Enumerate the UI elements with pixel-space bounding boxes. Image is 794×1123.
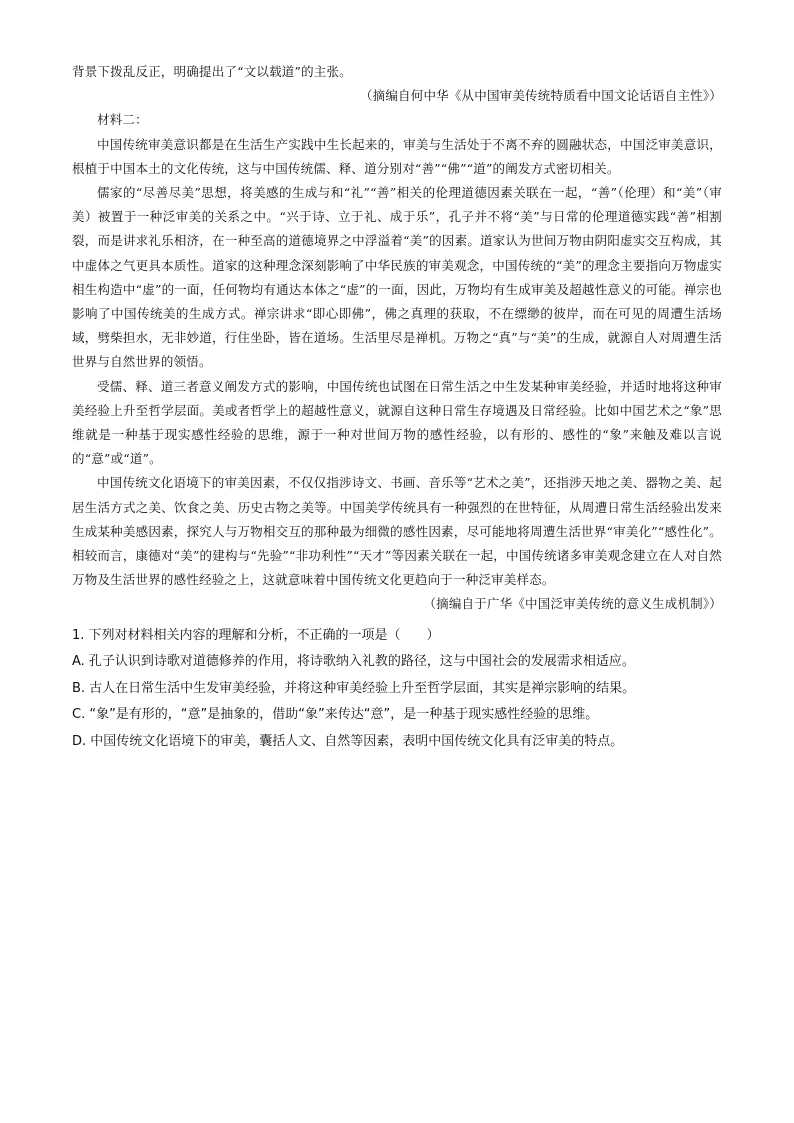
material2-paragraph-3: 受儒、释、道三者意义阐发方式的影响，中国传统也试图在日常生活之中生发某种审美经验，并适时地将这种审美经验上升至哲学层面。美或者哲学上的超越性意义，就源自这种日常生存境遇及日常经验。比如中国艺术之“象”思维就是一种基于现实感性经验的思维，源于一种对世间万物的感性经验，以有形的、感性的“象”来触及难以言说的“意”或“道”。 <box>72 378 722 467</box>
material2-paragraph-1: 中国传统审美意识都是在生活生产实践中生长起来的，审美与生活处于不离不弃的圆融状态，中国泛审美意识，根植于中国本土的文化传统，这与中国传统儒、释、道分别对“善”“佛”“道”的阐发方式密切相关。 <box>72 136 722 176</box>
option-b[interactable]: B. 古人在日常生活中生发审美经验，并将这种审美经验上升至哲学层面，其实是禅宗影响的结果。 <box>72 680 636 696</box>
material1-source: （摘编自何中华《从中国审美传统特质看中国文论话语自主性》） <box>359 88 722 104</box>
material2-paragraph-4: 中国传统文化语境下的审美因素，不仅仅指涉诗文、书画、音乐等“艺术之美”，还指涉天地之美、器物之美、起居生活方式之美、饮食之美、历史古物之美等。中国美学传统具有一种强烈的在世特征，从周遭日常生活经验出发来生成某种美感因素，探究人与万物相交互的那种最为细微的感性因素，尽可能地将周遭生活世界“审美化”“感性化”。相较而言，康德对“美”的建构与“先验”“非功利性”“天才”等因素关联在一起，中国传统诸多审美观念建立在人对自然万物及生活世界的感性经验之上，这就意味着中国传统文化更趋向于一种泛审美样态。 <box>72 475 722 588</box>
question-stem: 1. 下列对材料相关内容的理解和分析，不正确的一项是（ ） <box>72 627 440 643</box>
material1-tail: 背景下拨乱反正，明确提出了“文以载道”的主张。 <box>72 64 352 79</box>
question-1 <box>72 623 722 756</box>
option-a[interactable]: A. 孔子认识到诗歌对道德修养的作用，将诗歌纳入礼教的路径，这与中国社会的发展需求相适应。 <box>72 654 635 670</box>
material2-source: （摘编自于广华《中国泛审美传统的意义生成机制》） <box>423 596 722 612</box>
option-d[interactable]: D. 中国传统文化语境下的审美，囊括人文、自然等因素，表明中国传统文化具有泛审美的特点。 <box>72 734 624 750</box>
option-c[interactable]: C. “象”是有形的，“意”是抽象的，借助“象”来传达“意”，是一种基于现实感性经验的思维。 <box>72 707 599 723</box>
material2-label: 材料二： <box>97 112 148 128</box>
material2-paragraph-2: 儒家的“尽善尽美”思想，将美感的生成与和“礼”“善”相关的伦理道德因素关联在一起，“善”（伦理）和“美”（审美）被置于一种泛审美的关系之中。“兴于诗、立于礼、成于乐”，孔子并不将“美”与日常的伦理道德实践“善”相割裂，而是讲求礼乐相济，在一种至高的道德境界之中浮溢着“美”的因素。道家认为世间万物由阴阳虚实交互构成，其中虚体之气更具本质性。道家的这种理念深刻影响了中华民族的审美观念，中国传统的“美”的理念主要指向万物虚实相生构造中“虚”的一面，任何物均有通达本体之“虚”的一面，因此，万物均有生成审美及超越性意义的可能。禅宗也影响了中国传统美的生成方式。禅宗讲求“即心即佛”，佛之真理的获取，不在缥缈的彼岸，而在可见的周遭生活场域，劈柴担水，无非妙道，行住坐卧，皆在道场。生活里尽是禅机。万物之“真”与“美”的生成，就源自人对周遭生活世界与自然世界的领悟。 <box>72 185 722 370</box>
